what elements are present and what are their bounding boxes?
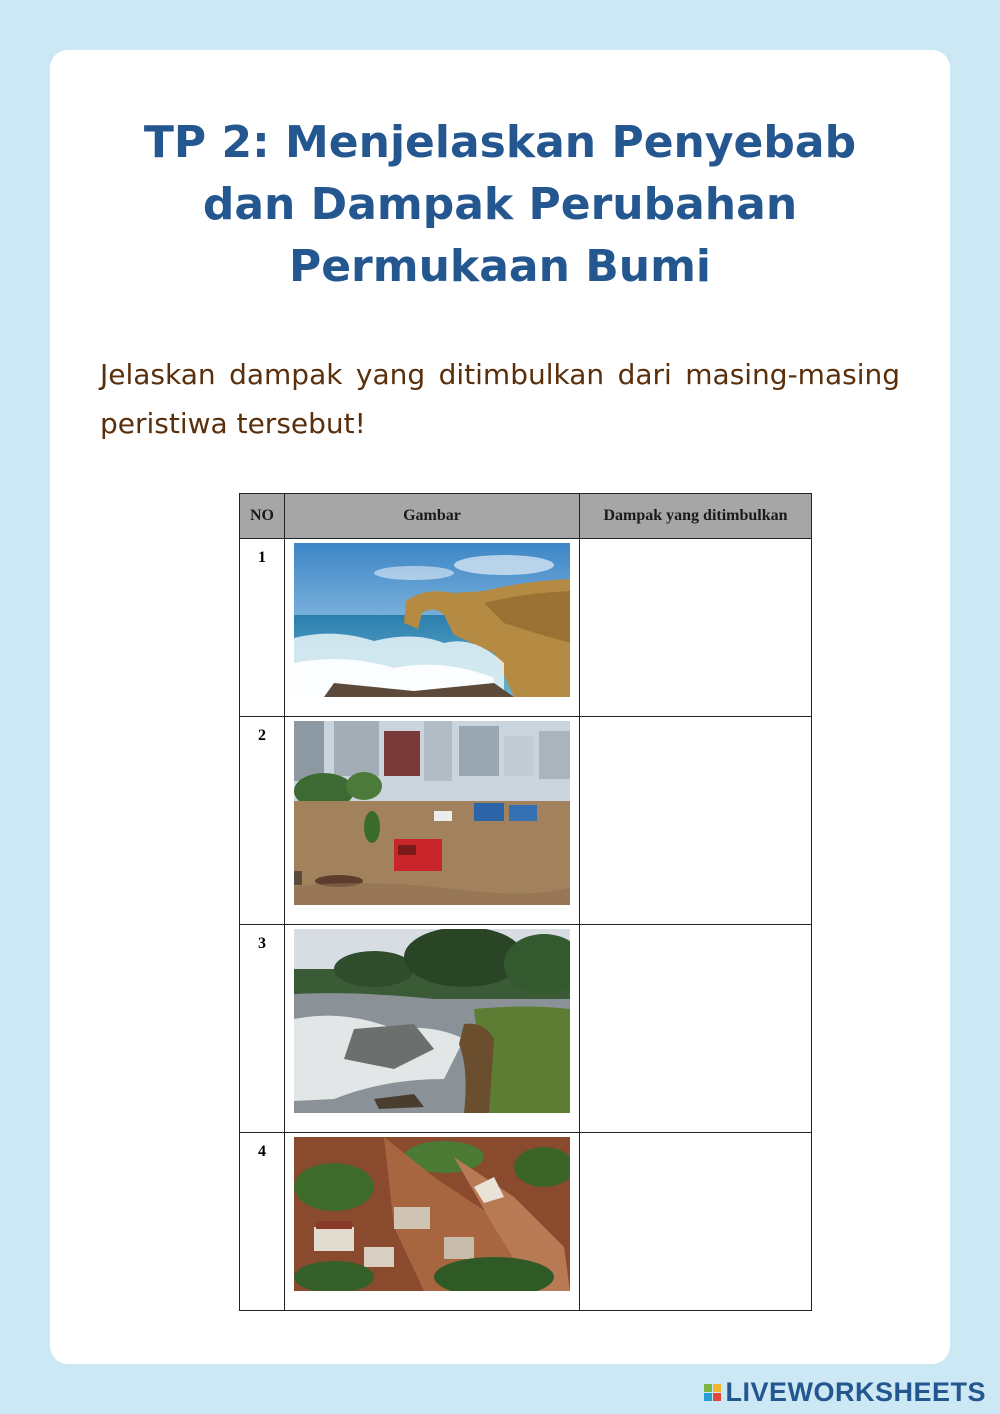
instruction-text: Jelaskan dampak yang ditimbulkan dari masing-masing peristiwa tersebut! [100,358,900,440]
table-row [240,539,812,717]
image-cell [285,539,580,717]
landslide-image [294,1137,570,1291]
answer-cell[interactable] [580,717,812,925]
header-image: Gambar [285,494,580,539]
row-number: 2 [240,717,285,925]
table-row [240,717,812,925]
city-flood-image [294,721,570,905]
answer-cell[interactable] [580,539,812,717]
sea-arch-waves-image [294,543,570,697]
table-row [240,925,812,1133]
row-number: 4 [240,1133,285,1311]
image-cell [285,1133,580,1311]
image-cell [285,717,580,925]
row-number: 3 [240,925,285,1133]
table-row [240,1133,812,1311]
answer-cell[interactable] [580,1133,812,1311]
worksheet-table [239,493,812,1311]
image-cell [285,925,580,1133]
answer-cell[interactable] [580,925,812,1133]
coastal-erosion-image [294,929,570,1113]
header-no: NO [240,494,285,539]
brand-name: LIVEWORKSHEETS [725,1377,986,1407]
table-header-row [240,494,812,539]
row-number: 1 [240,539,285,717]
liveworksheets-brand [704,1377,986,1408]
liveworksheets-logo-icon [704,1384,721,1401]
header-impact: Dampak yang ditimbulkan [580,494,812,539]
page-title: TP 2: Menjelaskan Penyebab dan Dampak Perubahan Permukaan Bumi [143,117,857,292]
